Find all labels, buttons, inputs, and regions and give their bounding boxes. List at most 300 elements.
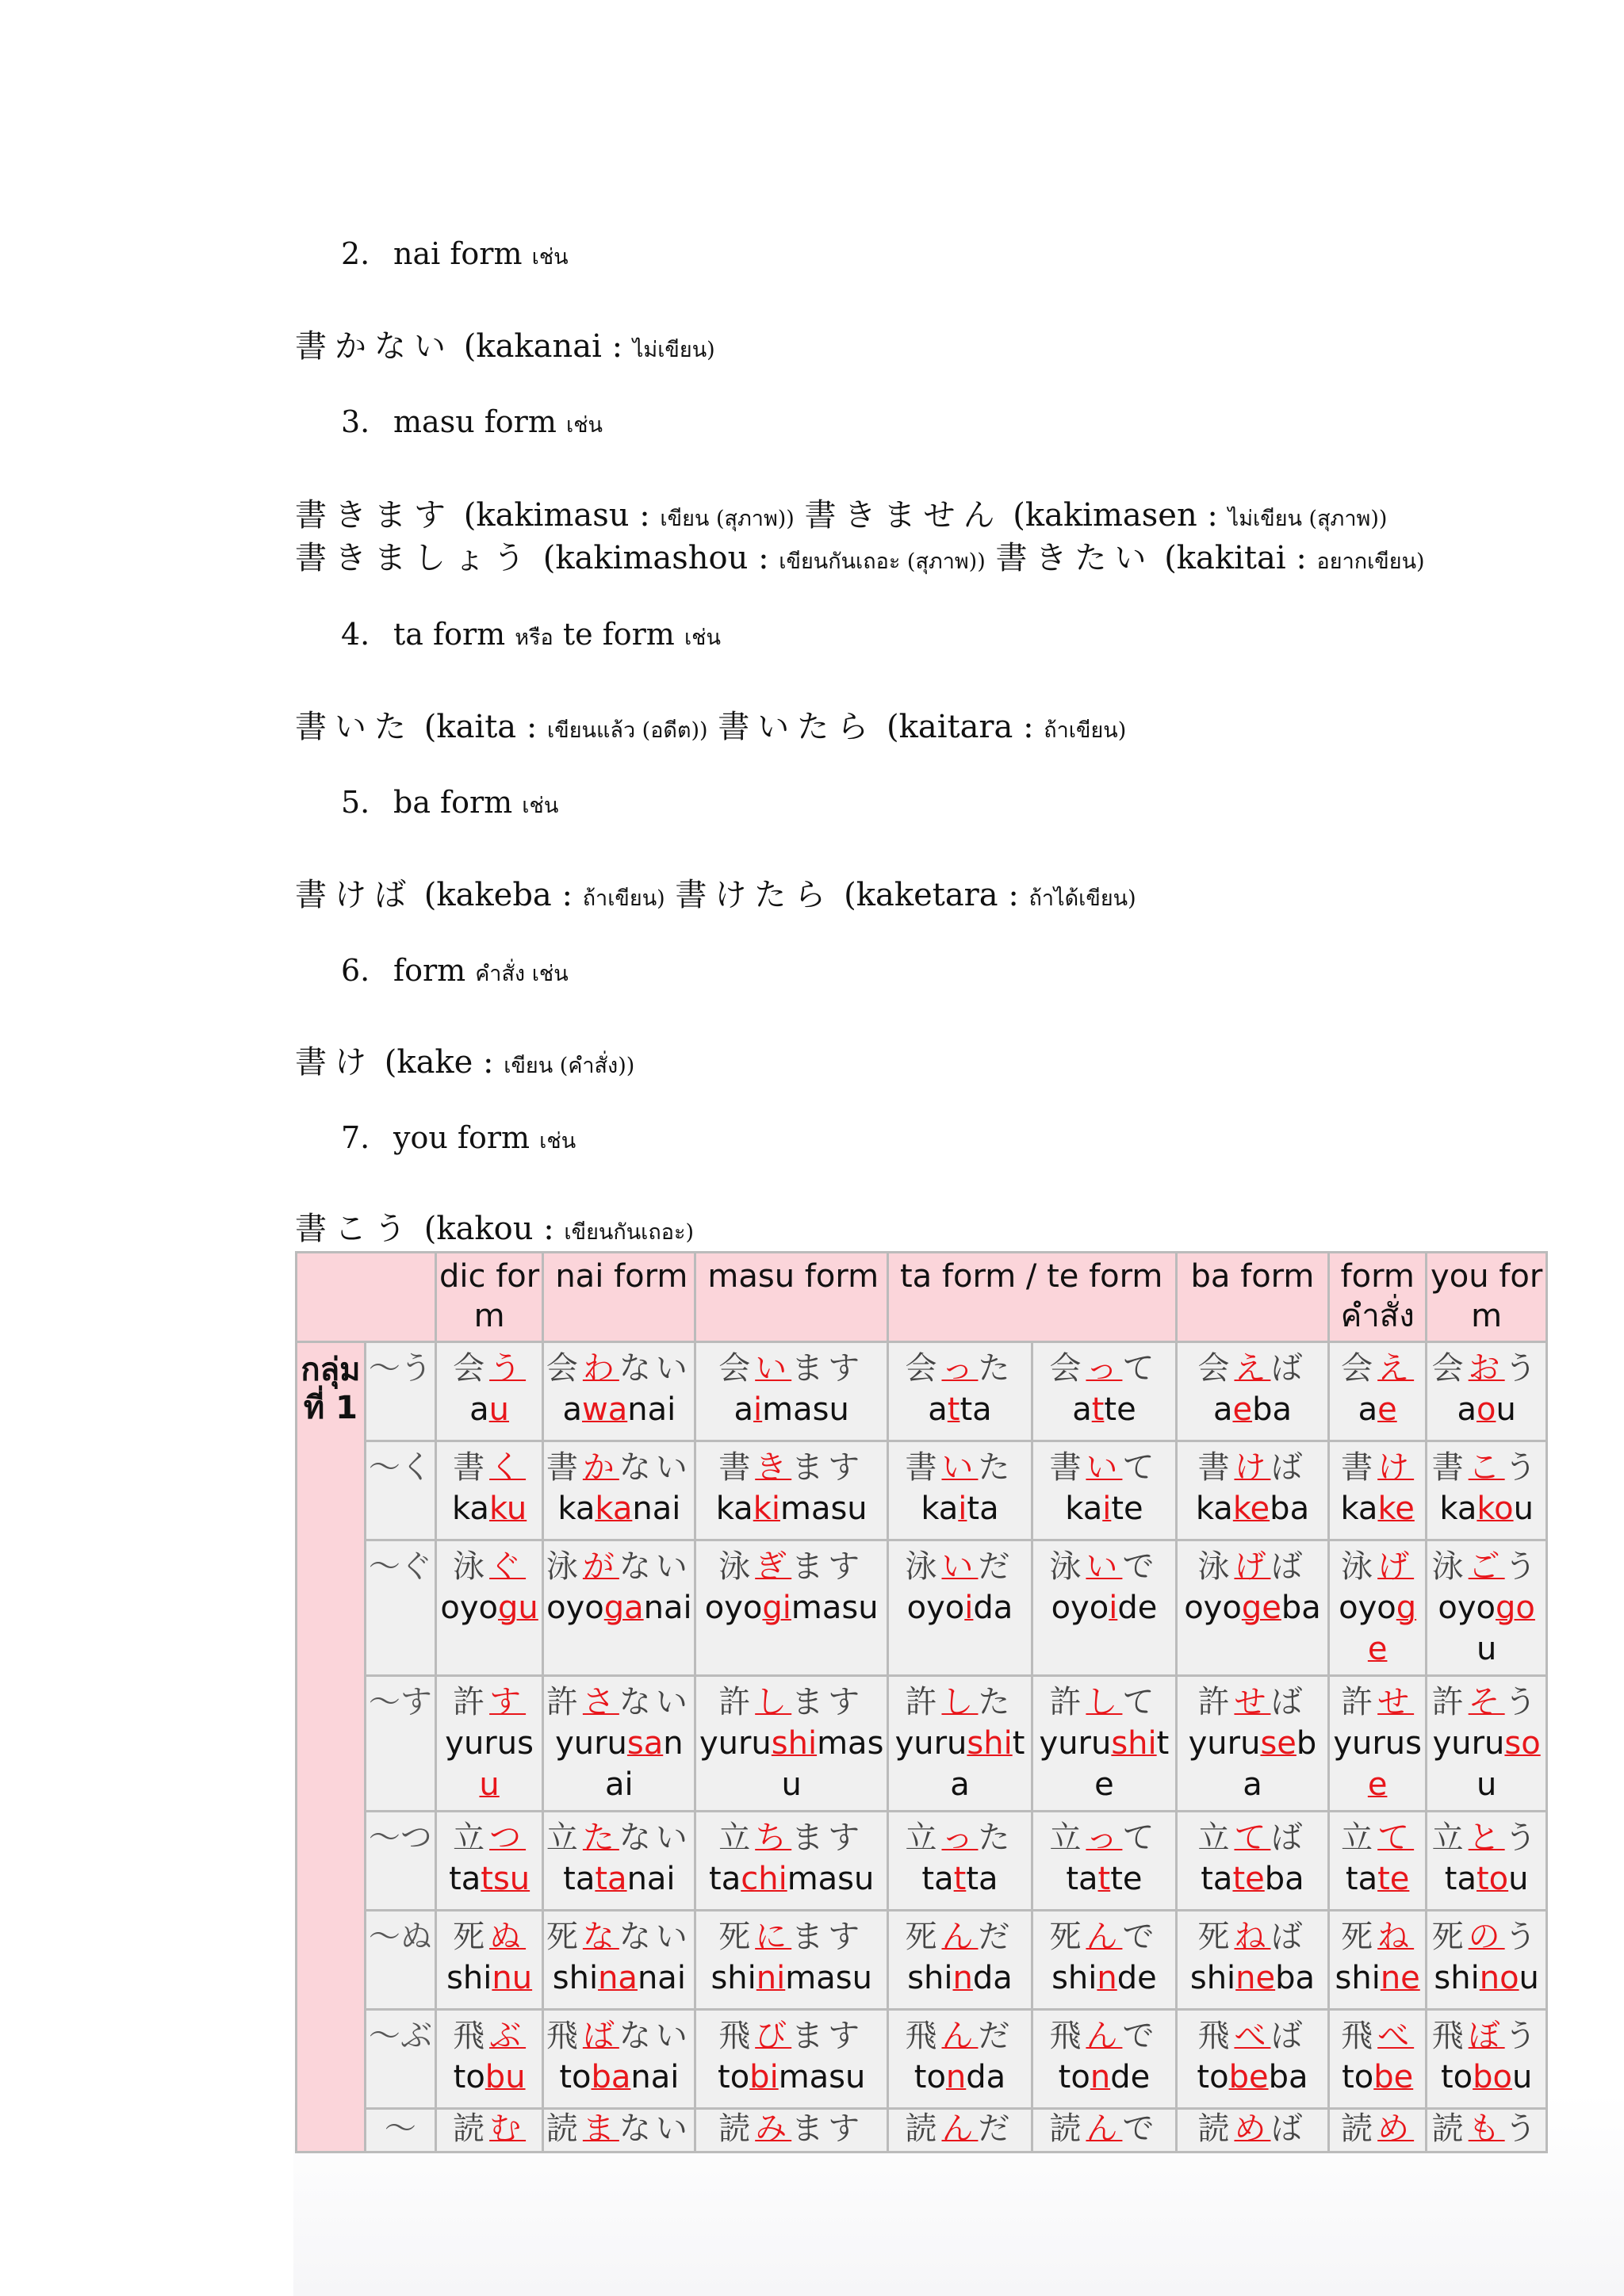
- highlighted-kana: い: [941, 1449, 979, 1486]
- romaji-form: yuruseba: [1188, 1725, 1317, 1803]
- kana-form: 読む: [453, 2110, 527, 2147]
- highlighted-romaji: ka: [595, 1490, 633, 1527]
- highlighted-romaji: ba: [591, 2059, 631, 2095]
- highlighted-romaji: sa: [626, 1725, 664, 1762]
- kana-form: 死んだ: [905, 1919, 1015, 1955]
- kana-form: 書けば: [1197, 1449, 1308, 1486]
- romaji-form: shine: [1335, 1960, 1420, 1996]
- highlighted-kana: す: [489, 1684, 527, 1720]
- romaji-form: kaite: [1065, 1490, 1143, 1527]
- romaji-form: tobou: [1440, 2059, 1533, 2095]
- list-item-imperative-form: [341, 953, 569, 990]
- kana-form: 泳いだ: [905, 1548, 1015, 1585]
- item-number: 2.: [341, 236, 370, 271]
- conjugation-cell: [889, 1812, 1033, 1911]
- kana-form: 立とう: [1431, 1820, 1542, 1856]
- kana-form: 死ぬ: [453, 1919, 527, 1955]
- highlighted-kana: み: [755, 2110, 792, 2147]
- romaji-form: kaita: [921, 1490, 999, 1527]
- item-thai: คำสั่ง เช่น: [475, 962, 569, 986]
- item-thai: เช่น: [531, 245, 569, 270]
- highlighted-romaji: te: [1377, 1861, 1410, 1897]
- conjugation-cell: [1427, 1442, 1548, 1541]
- conjugation-cell: [696, 1911, 889, 2011]
- kana-form: 飛びます: [718, 2018, 865, 2054]
- romaji-form: aimasu: [733, 1391, 849, 1428]
- highlighted-kana: さ: [582, 1684, 619, 1720]
- highlighted-romaji: e: [1377, 1391, 1397, 1428]
- highlighted-kana: え: [1377, 1350, 1415, 1387]
- conjugation-cell: [1427, 1677, 1548, 1812]
- conjugation-cell: [1033, 2011, 1178, 2110]
- highlighted-romaji: wa: [582, 1391, 628, 1428]
- highlighted-kana: て: [1377, 1820, 1415, 1856]
- conjugation-cell: [1427, 1812, 1548, 1911]
- highlighted-kana: ん: [941, 2018, 979, 2054]
- kana-form: 立てば: [1197, 1820, 1308, 1856]
- item-label: ba form: [393, 785, 513, 820]
- highlighted-kana: ぼ: [1468, 2018, 1505, 2054]
- highlighted-romaji: shi: [967, 1725, 1013, 1762]
- conjugation-cell: [1178, 1541, 1330, 1677]
- highlighted-romaji: shi: [771, 1725, 818, 1762]
- highlighted-romaji: be: [1228, 2059, 1269, 2095]
- column-header: masu form: [696, 1253, 889, 1343]
- conjugation-cell: [437, 1812, 544, 1911]
- highlighted-kana: お: [1468, 1350, 1505, 1387]
- kana-form: 会わない: [546, 1350, 692, 1387]
- kana-form: 泳ぐ: [453, 1548, 527, 1585]
- kana-form: 読めば: [1197, 2110, 1308, 2147]
- kana-form: 死ねば: [1197, 1919, 1308, 1955]
- highlighted-kana: ぬ: [489, 1919, 527, 1955]
- romaji-form: shinou: [1434, 1960, 1539, 1996]
- conjugation-cell: [889, 1541, 1033, 1677]
- kana-form: 許さない: [546, 1684, 692, 1720]
- kana-form: 読もう: [1431, 2110, 1542, 2147]
- highlighted-romaji: to: [1477, 1861, 1509, 1897]
- highlighted-kana: わ: [582, 1350, 619, 1387]
- romaji-form: tonda: [914, 2059, 1006, 2095]
- table-header-row: [297, 1253, 1548, 1343]
- conjugation-table: [295, 1251, 1548, 2153]
- romaji-form: tobimasu: [718, 2059, 866, 2095]
- romaji-form: atte: [1072, 1391, 1136, 1428]
- column-header: you form: [1427, 1253, 1548, 1343]
- highlighted-romaji: n: [1097, 1960, 1117, 1996]
- verb-ending: 〜う: [366, 1343, 437, 1442]
- romaji-form: au: [469, 1391, 510, 1428]
- conjugation-cell: [1330, 1677, 1427, 1812]
- romaji-form: shineba: [1189, 1960, 1316, 1996]
- highlighted-kana: か: [582, 1449, 619, 1486]
- table-row: [297, 1541, 1548, 1677]
- romaji-form: kaku: [451, 1490, 527, 1527]
- highlighted-romaji: gi: [762, 1590, 791, 1626]
- romaji-form: yurushite: [1039, 1725, 1170, 1803]
- item-label: nai form: [393, 236, 523, 271]
- conjugation-cell: [1033, 1343, 1178, 1442]
- highlighted-romaji: i: [1102, 1490, 1112, 1527]
- kana-form: 会え: [1341, 1350, 1415, 1387]
- highlighted-romaji: u: [479, 1766, 500, 1803]
- table-row: [297, 1812, 1548, 1911]
- conjugation-cell: [1178, 2110, 1330, 2153]
- table-row: [297, 2110, 1548, 2153]
- conjugation-cell: [1427, 2011, 1548, 2110]
- conjugation-cell: [1178, 1343, 1330, 1442]
- kana-form: 立ちます: [718, 1820, 865, 1856]
- romaji-form: awanai: [562, 1391, 676, 1428]
- kana-form: 書いて: [1049, 1449, 1159, 1486]
- highlighted-kana: べ: [1377, 2018, 1415, 2054]
- kana-form: 許そう: [1431, 1684, 1542, 1720]
- kana-form: 会おう: [1431, 1350, 1542, 1387]
- conjugation-cell: [437, 1911, 544, 2011]
- highlighted-romaji: t: [953, 1861, 967, 1897]
- kana-form: 許します: [718, 1684, 865, 1720]
- table-row: [297, 1343, 1548, 1442]
- table-row: [297, 1911, 1548, 2011]
- romaji-form: tachimasu: [709, 1861, 875, 1897]
- conjugation-cell: [889, 1911, 1033, 2011]
- highlighted-romaji: t: [1091, 1391, 1105, 1428]
- conjugation-cell: [696, 1442, 889, 1541]
- highlighted-kana: ま: [582, 2110, 619, 2147]
- conjugation-cell: [544, 1911, 696, 2011]
- item-thai: เช่น: [565, 413, 603, 438]
- conjugation-cell: [1427, 1541, 1548, 1677]
- highlighted-romaji: nu: [492, 1960, 533, 1996]
- romaji-form: atta: [928, 1391, 992, 1428]
- highlighted-romaji: n: [952, 1960, 973, 1996]
- conjugation-cell: [696, 1677, 889, 1812]
- example-masu-2: 書きましょう (kakimashou : เขียนกันเถอะ (สุภาพ)) 書きたい (kakitai : อยากเขียน): [295, 540, 1425, 576]
- example-masu-1: 書きます (kakimasu : เขียน (สุภาพ)) 書きません (kakimasen : ไม่เขียน (สุภาพ)): [295, 497, 1388, 534]
- conjugation-cell: [1178, 2011, 1330, 2110]
- conjugation-cell: [1330, 1442, 1427, 1541]
- conjugation-cell: [1033, 1911, 1178, 2011]
- highlighted-romaji: u: [488, 1391, 510, 1428]
- highlighted-romaji: so: [1504, 1725, 1541, 1762]
- highlighted-kana: ご: [1468, 1548, 1505, 1585]
- verb-ending: 〜ぬ: [366, 1911, 437, 2011]
- highlighted-romaji: e: [1367, 1766, 1388, 1803]
- romaji-form: tatanai: [563, 1861, 676, 1897]
- kana-form: 死なない: [546, 1919, 692, 1955]
- romaji-form: shinu: [446, 1960, 533, 1996]
- kana-form: 立たない: [546, 1820, 692, 1856]
- highlighted-kana: ね: [1377, 1919, 1415, 1955]
- kana-form: 死にます: [718, 1919, 865, 1955]
- conjugation-cell: [889, 1677, 1033, 1812]
- conjugation-cell: [437, 2110, 544, 2153]
- highlighted-kana: び: [755, 2018, 792, 2054]
- highlighted-kana: き: [755, 1449, 792, 1486]
- kana-form: 飛ぼう: [1431, 2018, 1542, 2054]
- kana-form: 会います: [718, 1350, 865, 1387]
- conjugation-cell: [1178, 1911, 1330, 2011]
- conjugation-cell: [1330, 1911, 1427, 2011]
- highlighted-kana: し: [755, 1684, 792, 1720]
- romaji-form: yurushimasu: [699, 1725, 884, 1803]
- conjugation-cell: [889, 2011, 1033, 2110]
- kana-form: 会って: [1049, 1350, 1159, 1387]
- kana-form: 許した: [905, 1684, 1015, 1720]
- romaji-form: yurusu: [445, 1725, 534, 1803]
- verb-ending: 〜ぐ: [366, 1541, 437, 1677]
- highlighted-romaji: ne: [1380, 1960, 1420, 1996]
- conjugation-cell: [696, 1343, 889, 1442]
- verb-ending: 〜す: [366, 1677, 437, 1812]
- highlighted-romaji: bo: [1473, 2059, 1512, 2095]
- romaji-form: shinde: [1051, 1960, 1157, 1996]
- column-header: form คำสั่ง: [1330, 1253, 1427, 1343]
- highlighted-kana: め: [1377, 2110, 1415, 2147]
- highlighted-romaji: ge: [1367, 1590, 1417, 1667]
- highlighted-romaji: e: [1232, 1391, 1253, 1428]
- highlighted-romaji: o: [1476, 1391, 1496, 1428]
- kana-form: 泳げば: [1197, 1548, 1308, 1585]
- highlighted-romaji: ge: [1241, 1590, 1281, 1626]
- highlighted-romaji: ga: [603, 1590, 644, 1626]
- kana-form: 書きます: [718, 1449, 865, 1486]
- romaji-form: tatta: [921, 1861, 998, 1897]
- kana-form: 飛んで: [1049, 2018, 1159, 2054]
- table-row: [297, 1442, 1548, 1541]
- highlighted-romaji: ku: [488, 1490, 527, 1527]
- kana-form: 飛んだ: [905, 2018, 1015, 2054]
- example-you: 書こう (kakou : เขียนกันเถอะ): [295, 1211, 695, 1247]
- highlighted-kana: っ: [1086, 1820, 1123, 1856]
- romaji-form: oyoge: [1339, 1590, 1417, 1667]
- highlighted-romaji: n: [945, 2059, 967, 2095]
- column-header: nai form: [544, 1253, 696, 1343]
- kana-form: 許せば: [1197, 1684, 1308, 1720]
- highlighted-kana: つ: [489, 1820, 527, 1856]
- verb-ending: 〜: [366, 2110, 437, 2153]
- conjugation-cell: [544, 1812, 696, 1911]
- highlighted-kana: い: [941, 1548, 979, 1585]
- example-ta: 書いた (kaita : เขียนแล้ว (อดีต)) 書いたら (kaitara : ถ้าเขียน): [295, 709, 1127, 745]
- kana-form: 飛べば: [1197, 2018, 1308, 2054]
- highlighted-romaji: ne: [1235, 1960, 1276, 1996]
- highlighted-romaji: t: [1097, 1861, 1111, 1897]
- highlighted-kana: し: [1086, 1684, 1123, 1720]
- kana-form: 飛ぶ: [453, 2018, 527, 2054]
- romaji-form: tateba: [1201, 1861, 1304, 1897]
- kana-form: 立つ: [453, 1820, 527, 1856]
- item-label: masu form: [393, 404, 557, 439]
- conjugation-cell: [1178, 1812, 1330, 1911]
- kana-form: 書く: [453, 1449, 527, 1486]
- conjugation-cell: [696, 2110, 889, 2153]
- highlighted-kana: が: [582, 1548, 619, 1585]
- highlighted-kana: そ: [1468, 1684, 1505, 1720]
- highlighted-kana: っ: [1086, 1350, 1123, 1387]
- romaji-form: oyoida: [906, 1590, 1013, 1626]
- kana-form: 立って: [1049, 1820, 1159, 1856]
- romaji-form: tatte: [1066, 1861, 1143, 1897]
- romaji-form: tobu: [453, 2059, 526, 2095]
- highlighted-romaji: gu: [498, 1590, 538, 1626]
- highlighted-kana: ん: [941, 1919, 979, 1955]
- item-thai: เช่น: [539, 1129, 576, 1154]
- highlighted-kana: め: [1234, 2110, 1271, 2147]
- highlighted-kana: も: [1468, 2110, 1505, 2147]
- kana-form: 書いた: [905, 1449, 1015, 1486]
- conjugation-cell: [1330, 1343, 1427, 1442]
- conjugation-cell: [544, 1442, 696, 1541]
- romaji-form: yurusou: [1432, 1725, 1541, 1803]
- conjugation-cell: [437, 1343, 544, 1442]
- highlighted-kana: に: [755, 1919, 792, 1955]
- highlighted-romaji: t: [947, 1391, 960, 1428]
- kana-form: 書こう: [1431, 1449, 1542, 1486]
- conjugation-cell: [889, 2110, 1033, 2153]
- romaji-form: oyoganai: [546, 1590, 692, 1626]
- romaji-form: tobeba: [1197, 2059, 1308, 2095]
- highlighted-romaji: no: [1479, 1960, 1519, 1996]
- kana-form: 読め: [1341, 2110, 1415, 2147]
- verb-ending: 〜く: [366, 1442, 437, 1541]
- romaji-form: oyogu: [440, 1590, 538, 1626]
- romaji-form: tate: [1345, 1861, 1410, 1897]
- highlighted-romaji: se: [1260, 1725, 1297, 1762]
- group-label: กลุ่ม ที่ 1: [297, 1343, 366, 2153]
- highlighted-romaji: bu: [485, 2059, 526, 2095]
- item-number: 5.: [341, 785, 370, 820]
- romaji-form: kakimasu: [715, 1490, 868, 1527]
- conjugation-cell: [696, 1541, 889, 1677]
- highlighted-romaji: i: [1109, 1590, 1118, 1626]
- conjugation-cell: [544, 2110, 696, 2153]
- conjugation-cell: [544, 1343, 696, 1442]
- highlighted-kana: ん: [1086, 1919, 1123, 1955]
- romaji-form: kakeba: [1195, 1490, 1310, 1527]
- highlighted-kana: な: [582, 1919, 619, 1955]
- conjugation-cell: [1033, 1541, 1178, 1677]
- example-nai: 書かない (kakanai : ไม่เขียน): [295, 328, 715, 365]
- conjugation-cell: [1033, 2110, 1178, 2153]
- conjugation-cell: [1427, 1343, 1548, 1442]
- kana-form: 死んで: [1049, 1919, 1159, 1955]
- kana-form: 会った: [905, 1350, 1015, 1387]
- romaji-form: oyogou: [1438, 1590, 1535, 1667]
- highlighted-kana: ぎ: [755, 1548, 792, 1585]
- highlighted-kana: ん: [1086, 2018, 1123, 2054]
- kana-form: 許して: [1049, 1684, 1159, 1720]
- highlighted-romaji: ta: [595, 1861, 627, 1897]
- highlighted-kana: い: [1086, 1449, 1123, 1486]
- romaji-form: yuruse: [1333, 1725, 1422, 1803]
- conjugation-cell: [544, 1541, 696, 1677]
- verb-ending: 〜ぶ: [366, 2011, 437, 2110]
- item-label: you form: [393, 1120, 530, 1155]
- romaji-form: yurusanai: [555, 1725, 684, 1803]
- table-row: [297, 2011, 1548, 2110]
- highlighted-romaji: chi: [741, 1861, 787, 1897]
- conjugation-cell: [1427, 2110, 1548, 2153]
- highlighted-romaji: ke: [1377, 1490, 1415, 1527]
- conjugation-cell: [1330, 1812, 1427, 1911]
- highlighted-romaji: i: [753, 1391, 763, 1428]
- list-item-nai-form: [341, 236, 569, 274]
- highlighted-romaji: ki: [753, 1490, 780, 1527]
- conjugation-cell: [1178, 1442, 1330, 1541]
- romaji-form: tatou: [1444, 1861, 1529, 1897]
- item-number: 3.: [341, 404, 370, 439]
- kana-form: 読んだ: [905, 2110, 1015, 2147]
- highlighted-kana: と: [1468, 1820, 1505, 1856]
- highlighted-kana: け: [1234, 1449, 1271, 1486]
- table-row: [297, 1677, 1548, 1812]
- kana-form: 立った: [905, 1820, 1015, 1856]
- highlighted-kana: げ: [1377, 1548, 1415, 1585]
- romaji-form: tonde: [1058, 2059, 1151, 2095]
- highlighted-kana: く: [489, 1449, 527, 1486]
- highlighted-romaji: bi: [749, 2059, 779, 2095]
- highlighted-romaji: tsu: [481, 1861, 530, 1897]
- conjugation-cell: [544, 1677, 696, 1812]
- kana-form: 泳ごう: [1431, 1548, 1542, 1585]
- highlighted-romaji: n: [1090, 2059, 1111, 2095]
- conjugation-cell: [889, 1442, 1033, 1541]
- romaji-form: shinda: [907, 1960, 1013, 1996]
- kana-form: 飛べ: [1341, 2018, 1415, 2054]
- column-header: ba form: [1178, 1253, 1330, 1343]
- kana-form: 死ね: [1341, 1919, 1415, 1955]
- romaji-form: yurushita: [894, 1725, 1025, 1803]
- conjugation-cell: [889, 1343, 1033, 1442]
- column-header: ta form / te form: [889, 1253, 1178, 1343]
- highlighted-kana: ば: [582, 2018, 619, 2054]
- highlighted-kana: え: [1234, 1350, 1271, 1387]
- kana-form: 読んで: [1049, 2110, 1159, 2147]
- kana-form: 読みます: [718, 2110, 865, 2147]
- conjugation-cell: [1330, 1541, 1427, 1677]
- item-number: 6.: [341, 953, 370, 988]
- highlighted-kana: べ: [1234, 2018, 1271, 2054]
- kana-form: 書け: [1341, 1449, 1415, 1486]
- item-number: 7.: [341, 1120, 370, 1155]
- highlighted-kana: た: [582, 1820, 619, 1856]
- romaji-form: shinimasu: [710, 1960, 872, 1996]
- conjugation-cell: [1330, 2110, 1427, 2153]
- highlighted-kana: ん: [1086, 2110, 1123, 2147]
- example-imperative: 書け (kake : เขียน (คำสั่ง)): [295, 1044, 635, 1081]
- conjugation-cell: [1033, 1677, 1178, 1812]
- highlighted-kana: ち: [755, 1820, 792, 1856]
- list-item-ba-form: [341, 785, 558, 822]
- romaji-form: tobe: [1342, 2059, 1414, 2095]
- highlighted-kana: い: [1086, 1548, 1123, 1585]
- highlighted-kana: げ: [1234, 1548, 1271, 1585]
- conjugation-cell: [437, 2011, 544, 2110]
- romaji-form: kakanai: [557, 1490, 681, 1527]
- conjugation-cell: [437, 1442, 544, 1541]
- highlighted-romaji: be: [1373, 2059, 1414, 2095]
- romaji-form: kake: [1340, 1490, 1415, 1527]
- highlighted-kana: ん: [941, 2110, 979, 2147]
- kana-form: 読まない: [546, 2110, 692, 2147]
- romaji-form: aou: [1457, 1391, 1516, 1428]
- list-item-masu-form: [341, 404, 603, 442]
- highlighted-kana: せ: [1377, 1684, 1415, 1720]
- list-item-ta-form: 4. ta form หรือ te form เช่น: [341, 617, 721, 652]
- highlighted-kana: こ: [1468, 1449, 1505, 1486]
- item-thai: เช่น: [522, 794, 559, 818]
